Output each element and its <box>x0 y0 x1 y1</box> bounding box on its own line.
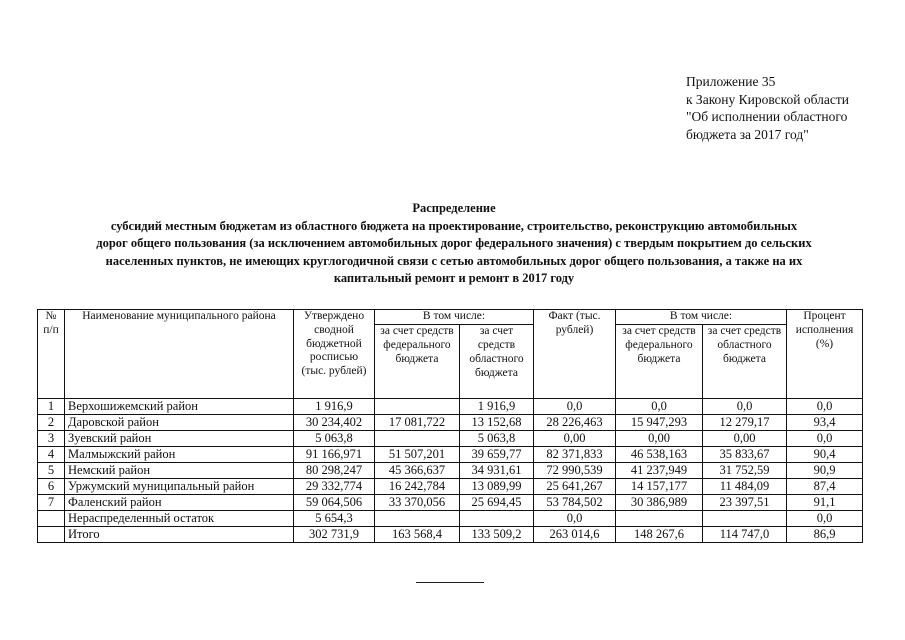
table-row <box>38 495 863 511</box>
row-number: 1 <box>38 399 65 415</box>
title-line: Распределение <box>412 201 496 215</box>
regional-fact-value: 31 752,59 <box>703 463 787 479</box>
regional-fact-value: 0,00 <box>703 431 787 447</box>
annex-line: "Об исполнении областного <box>686 109 848 124</box>
regional-value: 133 509,2 <box>460 527 534 543</box>
approved-value: 5 654,3 <box>294 511 375 527</box>
document-title <box>30 200 878 288</box>
district-name: Немский район <box>65 463 294 479</box>
district-name: Малмыжский район <box>65 447 294 463</box>
row-number <box>38 511 65 527</box>
federal-fact-value: 0,0 <box>616 399 703 415</box>
federal-fact-value: 41 237,949 <box>616 463 703 479</box>
percent-value: 91,1 <box>787 495 863 511</box>
percent-value: 0,0 <box>787 511 863 527</box>
approved-value: 302 731,9 <box>294 527 375 543</box>
row-number: 5 <box>38 463 65 479</box>
fact-value: 72 990,539 <box>534 463 616 479</box>
regional-fact-value: 11 484,09 <box>703 479 787 495</box>
federal-fact-value: 148 267,6 <box>616 527 703 543</box>
footer-divider <box>416 582 484 583</box>
header-name: Наименование муниципального района <box>65 310 294 399</box>
header-approved: Утверждено сводной бюджетной росписью (тыс. рублей) <box>294 310 375 399</box>
row-number: 3 <box>38 431 65 447</box>
fact-value: 263 014,6 <box>534 527 616 543</box>
approved-value: 59 064,506 <box>294 495 375 511</box>
regional-fact-value: 35 833,67 <box>703 447 787 463</box>
percent-value: 90,4 <box>787 447 863 463</box>
approved-value: 80 298,247 <box>294 463 375 479</box>
federal-value: 45 366,637 <box>375 463 460 479</box>
federal-value: 163 568,4 <box>375 527 460 543</box>
district-name: Нераспределенный остаток <box>65 511 294 527</box>
table-row <box>38 463 863 479</box>
table-row <box>38 399 863 415</box>
header-num: № п/п <box>38 310 65 399</box>
federal-fact-value: 14 157,177 <box>616 479 703 495</box>
row-number: 6 <box>38 479 65 495</box>
fact-value: 0,0 <box>534 511 616 527</box>
table-row <box>38 447 863 463</box>
table-row <box>38 415 863 431</box>
row-number: 7 <box>38 495 65 511</box>
federal-value <box>375 511 460 527</box>
regional-value: 5 063,8 <box>460 431 534 447</box>
district-name: Итого <box>65 527 294 543</box>
regional-value: 25 694,45 <box>460 495 534 511</box>
percent-value: 0,0 <box>787 431 863 447</box>
regional-fact-value: 23 397,51 <box>703 495 787 511</box>
percent-value: 93,4 <box>787 415 863 431</box>
fact-value: 82 371,833 <box>534 447 616 463</box>
row-number <box>38 527 65 543</box>
regional-fact-value <box>703 511 787 527</box>
percent-value: 86,9 <box>787 527 863 543</box>
percent-value: 87,4 <box>787 479 863 495</box>
header-federal-1: за счет средств федерального бюджета <box>375 325 460 399</box>
approved-value: 1 916,9 <box>294 399 375 415</box>
regional-value: 13 152,68 <box>460 415 534 431</box>
subsidy-table <box>37 309 863 543</box>
regional-fact-value: 114 747,0 <box>703 527 787 543</box>
fact-value: 53 784,502 <box>534 495 616 511</box>
federal-value <box>375 431 460 447</box>
title-line: дорог общего пользования (за исключением автомобильных дорог федерального значения) с твердым покрытием до сельских <box>96 236 812 250</box>
header-regional-2: за счет средств областного бюджета <box>703 325 787 399</box>
table-row <box>38 479 863 495</box>
approved-value: 30 234,402 <box>294 415 375 431</box>
table-row <box>38 431 863 447</box>
header-percent: Процент исполнения (%) <box>787 310 863 399</box>
row-number: 2 <box>38 415 65 431</box>
header-including-1: В том числе: <box>375 310 534 325</box>
federal-value: 51 507,201 <box>375 447 460 463</box>
district-name: Фаленский район <box>65 495 294 511</box>
district-name: Даровской район <box>65 415 294 431</box>
regional-fact-value: 12 279,17 <box>703 415 787 431</box>
federal-fact-value: 15 947,293 <box>616 415 703 431</box>
header-federal-2: за счет средств федерального бюджета <box>616 325 703 399</box>
fact-value: 28 226,463 <box>534 415 616 431</box>
regional-value: 1 916,9 <box>460 399 534 415</box>
approved-value: 29 332,774 <box>294 479 375 495</box>
federal-fact-value: 0,00 <box>616 431 703 447</box>
regional-value: 13 089,99 <box>460 479 534 495</box>
table-row <box>38 511 863 527</box>
approved-value: 91 166,971 <box>294 447 375 463</box>
federal-fact-value: 46 538,163 <box>616 447 703 463</box>
header-regional-1: за счет средств областного бюджета <box>460 325 534 399</box>
title-line: капитальный ремонт и ремонт в 2017 году <box>333 271 575 285</box>
district-name: Зуевский район <box>65 431 294 447</box>
federal-fact-value <box>616 511 703 527</box>
header-row <box>38 310 863 325</box>
header-fact: Факт (тыс. рублей) <box>534 310 616 399</box>
annex-line: Приложение 35 <box>686 74 776 89</box>
district-name: Уржумский муниципальный район <box>65 479 294 495</box>
regional-fact-value: 0,0 <box>703 399 787 415</box>
title-line: субсидий местным бюджетам из областного бюджета на проектирование, строительство, реконструкцию автомобильных <box>110 218 798 233</box>
fact-value: 0,00 <box>534 431 616 447</box>
row-number: 4 <box>38 447 65 463</box>
fact-value: 25 641,267 <box>534 479 616 495</box>
federal-value: 17 081,722 <box>375 415 460 431</box>
federal-fact-value: 30 386,989 <box>616 495 703 511</box>
regional-value <box>460 511 534 527</box>
header-including-2: В том числе: <box>616 310 787 325</box>
title-line: населенных пунктов, не имеющих круглогодичной связи с сетью автомобильных дорог общего пользования, а также на их <box>105 253 803 268</box>
fact-value: 0,0 <box>534 399 616 415</box>
percent-value: 90,9 <box>787 463 863 479</box>
federal-value: 16 242,784 <box>375 479 460 495</box>
annex-line: бюджета за 2017 год" <box>686 126 809 142</box>
annex-reference <box>686 73 849 143</box>
federal-value: 33 370,056 <box>375 495 460 511</box>
table-row <box>38 527 863 543</box>
regional-value: 34 931,61 <box>460 463 534 479</box>
percent-value: 0,0 <box>787 399 863 415</box>
district-name: Верхошижемский район <box>65 399 294 415</box>
regional-value: 39 659,77 <box>460 447 534 463</box>
approved-value: 5 063,8 <box>294 431 375 447</box>
annex-line: к Закону Кировской области <box>686 91 850 107</box>
federal-value <box>375 399 460 415</box>
